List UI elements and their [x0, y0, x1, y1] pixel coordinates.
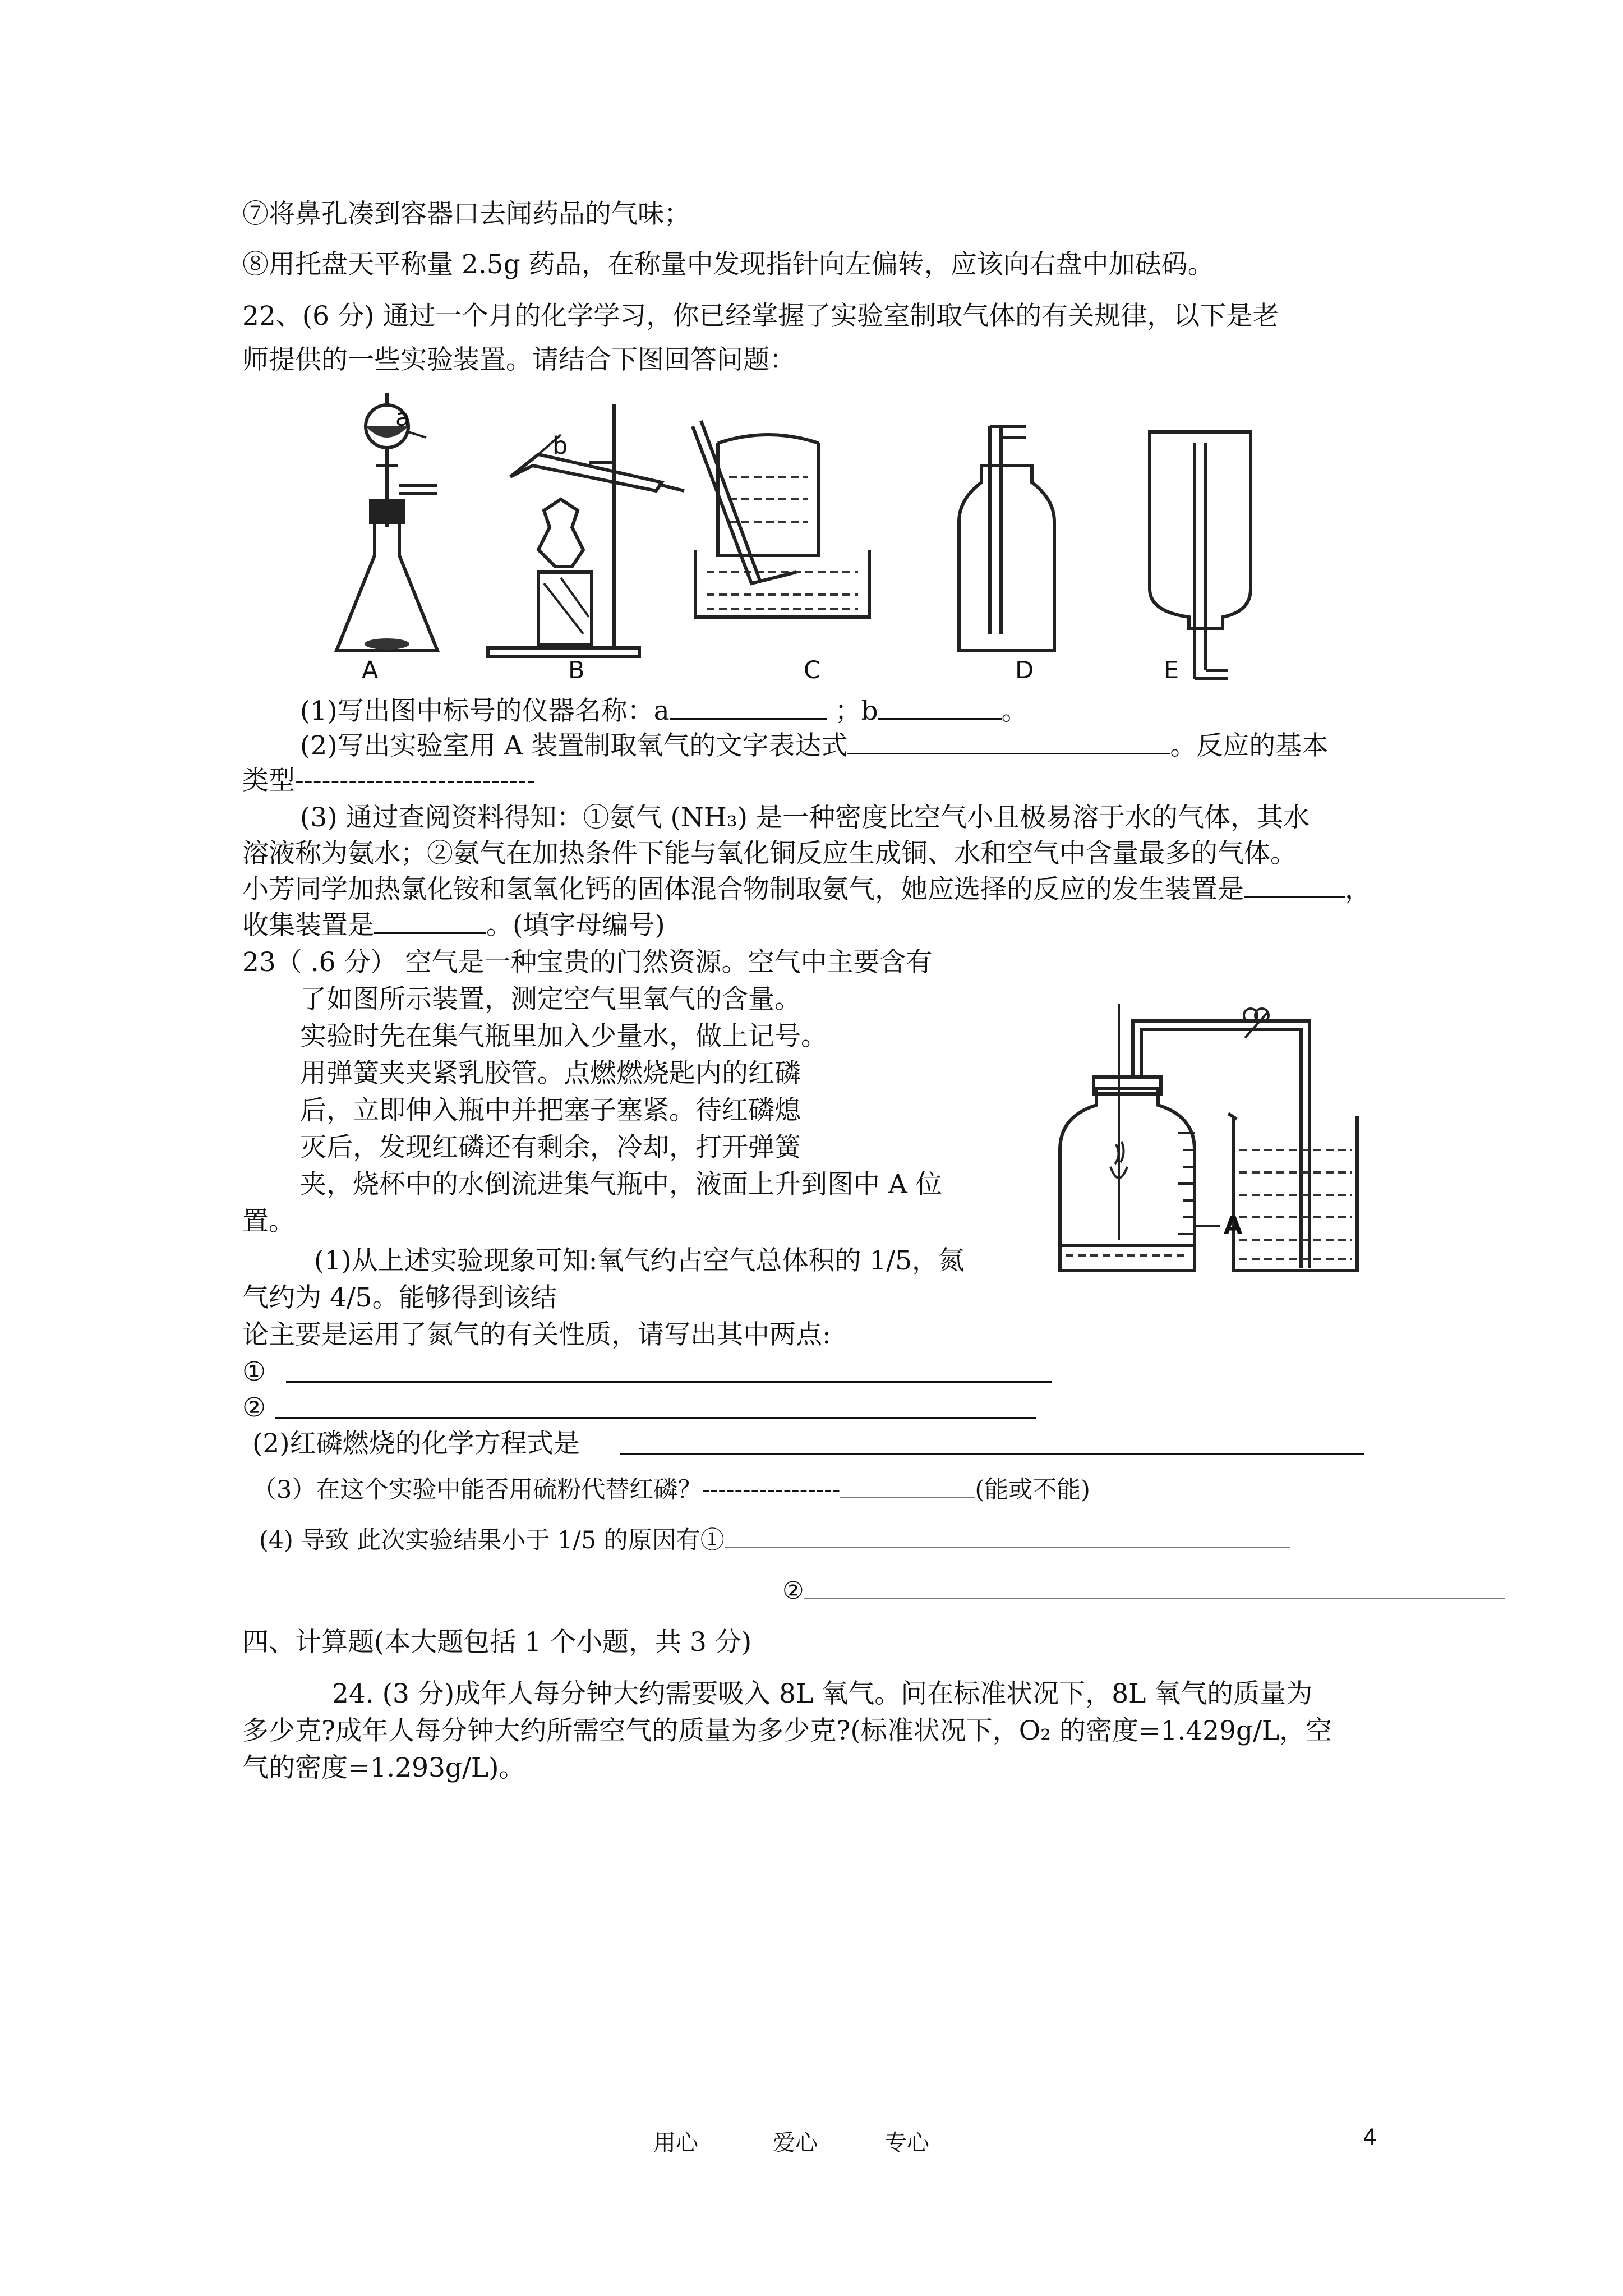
q23-part4-b [782, 1574, 1505, 1608]
q24-2: 多少克?成年人每分钟大约所需空气的质量为多少克?(标准状况下，O₂ 的密度=1.429g/L，空 [242, 1715, 1332, 1746]
q23-part3-text: （3）在这个实验中能否用硫粉代替红磷？----------------- [252, 1476, 841, 1504]
q22-stem-1: 22、(6 分) 通过一个月的化学学习，你已经掌握了实验室制取气体的有关规律，以下是老 [242, 301, 1279, 332]
q22-part2 [300, 729, 1328, 763]
q23-stem-5: 后，立即伸入瓶中并把塞子塞紧。待红磷熄 [300, 1095, 801, 1126]
q23-part4-b-label: ② [782, 1577, 804, 1605]
q23-part3 [252, 1473, 1090, 1507]
q23-stem-7: 夹，烧杯中的水倒流进集气瓶中，液面上升到图中 A 位 [300, 1169, 942, 1200]
q22-part3-3-end: ， [1345, 874, 1371, 905]
label-c: C [804, 656, 821, 684]
q22-part3-4-text: 收集装置是 [242, 910, 374, 941]
q22-part2-type: 类型--------------------------- [242, 765, 536, 796]
q23-stem-3: 实验时先在集气瓶里加入少量水，做上记号。 [300, 1021, 827, 1052]
apparatus-c [679, 415, 869, 617]
answer-line-equation[interactable] [620, 1453, 1364, 1455]
apparatus-e [1150, 432, 1251, 679]
q22-part3-1: (3) 通过查阅资料得知：①氨气 (NH₃) 是一种密度比空气小且极易溶于水的气体，其水 [300, 802, 1310, 833]
q23-part1-1: (1)从上述实验现象可知:氧气约占空气总体积的 1/5，氮 [314, 1245, 965, 1276]
q22-part2-text-b: 。反应的基本 [1170, 730, 1329, 761]
q23-part3-end: (能或不能) [975, 1476, 1090, 1504]
q22-part3-2: 溶液称为氨水；②氨气在加热条件下能与氧化铜反应生成铜、水和空气中含量最多的气体。 [242, 838, 1297, 869]
oxygen-apparatus-figure [1066, 1004, 1447, 1296]
answer-blank-equation[interactable] [847, 730, 1170, 754]
q24-1: 24. (3 分)成年人每分钟大约需要吸入 8L 氧气。问在标准状况下，8L 氧气的质量为 [332, 1678, 1313, 1709]
mark-b: b [552, 432, 568, 460]
q22-part1-end: 。 [1001, 696, 1028, 726]
footer-word-2: 爱心 [773, 2130, 818, 2156]
q23-part4 [259, 1524, 1290, 1557]
answer-blank-sulfur[interactable] [840, 1474, 975, 1498]
answer-blank-b[interactable] [878, 696, 1002, 720]
q22-part3-4-end: 。(填字母编号) [486, 910, 665, 941]
section-4-title: 四、计算题(本大题包括 1 个小题，共 3 分) [242, 1627, 752, 1658]
footer-word-3: 专心 [884, 2130, 929, 2156]
page-number: 4 [1363, 2125, 1377, 2151]
q23-answer-2-label: ② [242, 1392, 266, 1423]
q22-part1-text-b: ；b [834, 696, 878, 726]
answer-blank-a[interactable] [670, 696, 827, 720]
q23-part2: (2)红磷燃烧的化学方程式是 [252, 1428, 580, 1459]
label-e: E [1164, 656, 1179, 684]
q23-part1-2: 气约为 4/5。能够得到该结 [242, 1282, 557, 1313]
q22-part3-4 [242, 909, 665, 942]
q22-part1-text-a: (1)写出图中标号的仪器名称：a [300, 696, 670, 726]
q23-stem-6: 灭后，发现红磷还有剩余，冷却，打开弹簧 [300, 1132, 801, 1163]
label-d: D [1015, 656, 1034, 684]
answer-blank-collector[interactable] [374, 910, 486, 934]
line-8: ⑧用托盘天平称量 2.5g 药品，在称量中发现指针向左偏转，应该向右盘中加砝码。 [242, 249, 1214, 280]
footer-word-1: 用心 [653, 2130, 698, 2156]
apparatus-b [488, 404, 684, 656]
q23-stem-8: 置。 [242, 1206, 295, 1237]
label-b: B [568, 656, 585, 684]
figure2-mark-a: A [1224, 1212, 1243, 1240]
apparatus-a [336, 393, 437, 651]
answer-line-2[interactable] [275, 1417, 1036, 1419]
q23-stem-4: 用弹簧夹夹紧乳胶管。点燃燃烧匙内的红磷 [300, 1058, 801, 1089]
label-a: A [362, 656, 379, 684]
line-7: ⑦将鼻孔凑到容器口去闻药品的气味； [242, 199, 690, 229]
q22-part3-3-text: 小芳同学加热氯化铵和氢氧化钙的固体混合物制取氨气，她应选择的反应的发生装置是 [242, 874, 1244, 905]
answer-blank-reason-2[interactable] [804, 1575, 1505, 1599]
answer-line-1[interactable] [286, 1381, 1052, 1383]
q24-3: 气的密度=1.293g/L)。 [242, 1752, 525, 1783]
q23-answer-1-label: ① [242, 1356, 266, 1387]
apparatus-d [959, 426, 1054, 651]
q23-part4-text: (4) 导致 此次实验结果小于 1/5 的原因有① [259, 1526, 725, 1554]
q23-part1-3: 论主要是运用了氮气的有关性质，请写出其中两点: [242, 1319, 831, 1350]
mark-a: a [395, 404, 411, 432]
q23-stem-2: 了如图所示装置，测定空气里氧气的含量。 [300, 984, 801, 1015]
apparatus-figure [247, 387, 1329, 696]
answer-blank-generator[interactable] [1244, 874, 1345, 898]
answer-blank-reason-1[interactable] [725, 1525, 1290, 1548]
q22-stem-2: 师提供的一些实验装置。请结合下图回答问题： [242, 344, 796, 375]
q22-part3-3 [242, 873, 1371, 907]
q23-stem-1: 23（ .6 分） 空气是一种宝贵的门然资源。空气中主要含有 [242, 947, 933, 978]
q22-part1 [300, 694, 1028, 728]
q22-part2-text-a: (2)写出实验室用 A 装置制取氧气的文字表达式 [300, 730, 848, 761]
